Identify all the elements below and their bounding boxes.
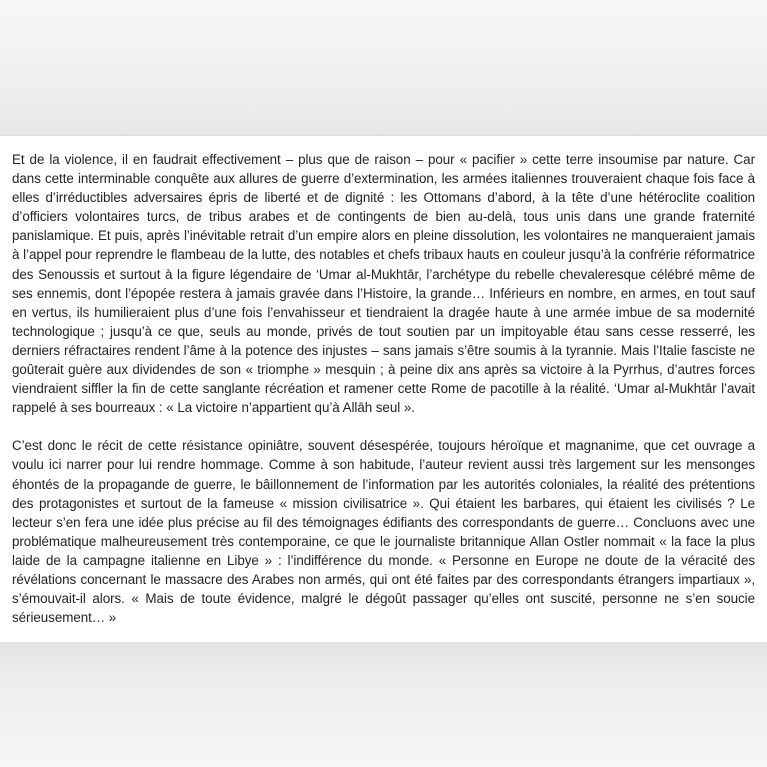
paragraph-2: C’est donc le récit de cette résistance opiniâtre, souvent désespérée, toujours héroïque et magnanime, que cet ouvrage a voulu ici narrer pour lui rendre hommage. Comme à son habitude, l’auteur revient aussi très largement sur les mensonges éhontés de la propagande de guerre, le bâillonnement de l’information par les autorités coloniales, la réalité des prétentions des protagonistes et surtout de la fameuse « mission civilisatrice ». Qui étaient les barbares, qui étaient les civilisés ? Le lecteur s’en fera une idée plus précise au fil des témoignages édifiants des correspondants de guerre… Concluons avec une problématique malheureusement très contemporaine, ce que le journaliste britannique Allan Ostler nommait « la face la plus laide de la campagne italienne en Libye » : l’indifférence du monde. « Personne en Europe ne doute de la véracité des révélations concernant le massacre des Arabes non armés, qui ont été faites par des correspondants étrangers impartiaux », s’émouvait-il alors. « Mais de toute évidence, malgré le dégoût passager qu’elles ont suscité, personne ne s’en soucie sérieusement… » [12,438,755,626]
paragraph-1: Et de la violence, il en faudrait effectivement – plus que de raison – pour « pacifier » cette terre insoumise par nature. Car dans cette interminable conquête aux allures de guerre d’extermination, les armées italiennes trouveraient chaque fois face à elles d’irréductibles adversaires épris de liberté et de dignité : les Ottomans d’abord, à la tête d’une hétéroclite coalition d’officiers volontaires turcs, de tribus arabes et de contingents de bien au-delà, tous unis dans une grande fraternité panislamique. Et puis, après l’inévitable retrait d’un empire alors en pleine dissolution, les volontaires ne manqueraient jamais à l’appel pour reprendre le flambeau de la lutte, des notables et chefs tribaux hauts en couleur jusqu’à la confrérie réformatrice des Senoussis et surtout à la figure légendaire de ‘Umar al-Mukhtār, l’archétype du rebelle chevaleresque célébré même de ses ennemis, dont l’épopée restera à jamais gravée dans l’Histoire, la grande… Inférieurs en nombre, en armes, en tout sauf en vertus, ils humilieraient plus d’une fois l’envahisseur et tiendraient la dragée haute à une armée imbue de sa modernité technologique ; jusqu’à ce que, seuls au monde, privés de tout soutien par un impitoyable étau sans cesse resserré, les derniers réfractaires rendent l’âme à la potence des injustes – sans jamais s’être soumis à la tyrannie. Mais l’Italie fasciste ne goûterait guère aux dividendes de son « triomphe » mesquin ; à peine dix ans après sa victoire à la Pyrrhus, d’autres forces viendraient siffler la fin de cette sanglante récréation et ramener cette Rome de pacotille à la réalité. ‘Umar al-Mukhtār l’avait rappelé à ses bourreaux : « La victoire n’appartient qu’à Allāh seul ». [12,152,755,416]
top-background-band [0,0,767,136]
document-page [0,136,767,642]
bottom-background-band [0,642,767,767]
